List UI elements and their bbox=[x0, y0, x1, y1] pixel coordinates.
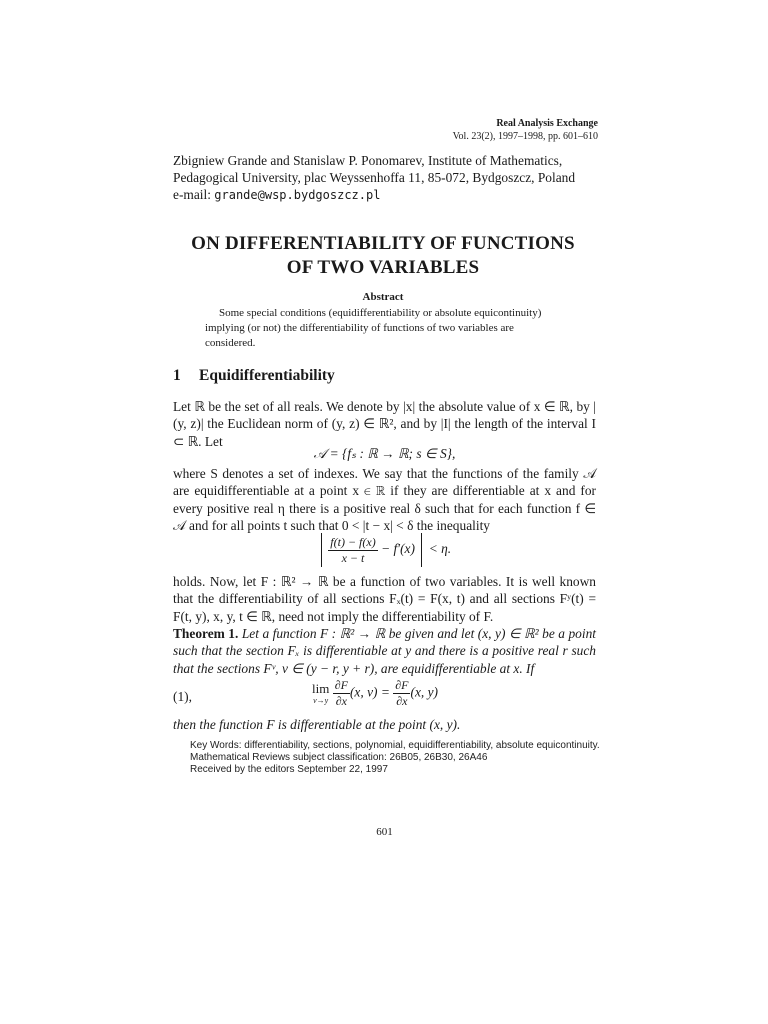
authors-email-line bbox=[173, 186, 603, 204]
journal-name: Real Analysis Exchange bbox=[496, 118, 598, 129]
email-address[interactable]: grande@wsp.bydgoszcz.pl bbox=[214, 188, 381, 202]
paragraph-3: holds. Now, let F : ℝ² → ℝ be a function of two variables. It is well known that the differentiability of all sections Fₓ(t) = F(x, t) and all sections Fʸ(t) = F(t, y), x, y, t ∈ ℝ, need not imply the differentiability of F. bbox=[173, 574, 596, 624]
footnote-keywords: Key Words: differentiability, sections, polynomial, equidifferentiability, absolute equicontinuity. bbox=[190, 740, 600, 751]
inequality-tail: < η. bbox=[428, 541, 452, 557]
page-number: 601 bbox=[376, 826, 393, 838]
partial-derivative-right bbox=[393, 678, 410, 709]
limit-word: lim bbox=[312, 681, 330, 696]
equation-limit bbox=[312, 678, 438, 709]
authors-line-1: Zbigniew Grande and Stanislaw P. Ponomarev, Institute of Mathematics, bbox=[173, 153, 563, 168]
equation-label: (1), bbox=[173, 689, 192, 704]
partial-denominator-right: ∂x bbox=[396, 694, 408, 708]
limit-operator bbox=[312, 682, 329, 705]
section-heading bbox=[173, 367, 335, 385]
paragraph-2: where S denotes a set of indexes. We say that the functions of the family 𝒜 are equidifferentiable at a point x ∈ ℝ if they are differentiable at x and for every positive real η there is a positive real δ such that for each function f ∈ 𝒜 and for all points t such that 0 < |t − x| < δ the inequality bbox=[173, 466, 596, 533]
quotient-numerator: f(t) − f(x) bbox=[330, 534, 376, 549]
paragraph-4: then the function F is differentiable at the point (x, y). bbox=[173, 717, 461, 732]
theorem-1 bbox=[173, 625, 596, 677]
abs-bar-left bbox=[321, 533, 322, 567]
partial-derivative-left bbox=[333, 678, 350, 709]
section-number: 1 bbox=[173, 367, 181, 384]
footnote bbox=[190, 740, 600, 776]
abstract-heading: Abstract bbox=[362, 291, 404, 303]
email-label: e-mail: bbox=[173, 187, 215, 202]
paragraph-1: Let ℝ be the set of all reals. We denote by |x| the absolute value of x ∈ ℝ, by |(y, z)| the Euclidean norm of (y, z) ∈ ℝ², and by |I| the length of the interval I ⊂ ℝ. Let bbox=[173, 399, 596, 449]
limit-subscript: v→y bbox=[313, 696, 329, 705]
partial-denominator-left: ∂x bbox=[335, 694, 347, 708]
journal-volume: Vol. 23(2), 1997–1998, pp. 601–610 bbox=[452, 131, 598, 142]
title-line-2: OF TWO VARIABLES bbox=[286, 257, 480, 278]
journal-header bbox=[453, 117, 598, 143]
authors-line-2: Pedagogical University, plac Weyssenhoffa 11, 85-072, Bydgoszcz, Poland bbox=[173, 170, 576, 185]
equation-inequality bbox=[173, 533, 596, 567]
abstract-text: Some special conditions (equidifferentiability or absolute equicontinuity) implying (or not) the differentiability of functions of two variables are considered. bbox=[205, 307, 542, 349]
args-left: (x, v) = bbox=[349, 684, 390, 700]
derivative-term: − f′(x) bbox=[381, 541, 415, 557]
theorem-text: Let a function F : ℝ² → ℝ be given and let (x, y) ∈ ℝ² be a point such that the section Fₓ is differentiable at y and there is a positive real r such that the sections Fᵛ, v ∈ (y − r, y + r), are equidifferentiable at x. If bbox=[173, 626, 596, 676]
paper-title bbox=[150, 232, 616, 280]
quotient-denominator: x − t bbox=[341, 550, 365, 565]
title-line-1: ON DIFFERENTIABILITY OF FUNCTIONS bbox=[191, 233, 575, 254]
partial-numerator-left: ∂F bbox=[334, 678, 348, 692]
partial-numerator-right: ∂F bbox=[395, 678, 409, 692]
footnote-received: Received by the editors September 22, 1997 bbox=[190, 764, 388, 775]
equation-family: 𝒜 = {fₛ : ℝ → ℝ; s ∈ S}, bbox=[313, 446, 456, 461]
args-right: (x, y) bbox=[410, 684, 438, 700]
difference-quotient bbox=[328, 535, 377, 566]
abs-bar-right bbox=[421, 533, 422, 567]
theorem-label: Theorem 1. bbox=[173, 626, 239, 641]
section-title: Equidifferentiability bbox=[199, 367, 335, 384]
footnote-classification: Mathematical Reviews subject classification: 26B05, 26B30, 26A46 bbox=[190, 752, 488, 763]
authors-block bbox=[173, 152, 603, 204]
